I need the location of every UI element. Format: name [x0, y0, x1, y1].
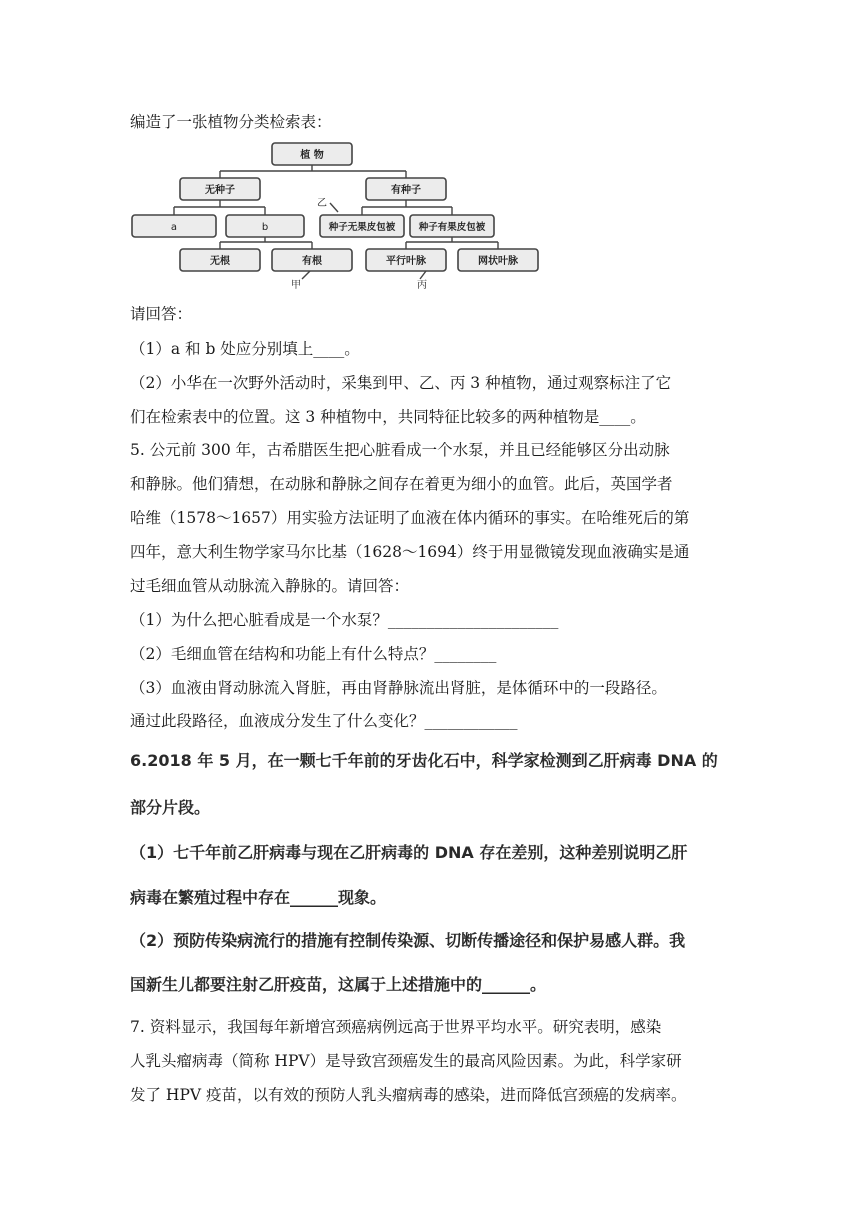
label-seed-no-peel: 种子无果皮包被	[328, 222, 396, 233]
q7-line3: 发了 HPV 疫苗，以有效的预防人乳头瘤病毒的感染，进而降低宫颈癌的发病率。	[130, 1086, 687, 1104]
label-yi: 乙	[317, 198, 327, 209]
q4-sub2-line2: 们在检索表中的位置。这 3 种植物中，共同特征比较多的两种植物是____。	[130, 408, 646, 426]
q5-sub3-line1: （3）血液由肾动脉流入肾脏，再由肾静脉流出肾脏，是体循环中的一段路径。	[130, 679, 667, 697]
q5-sub3-line2: 通过此段路径，血液成分发生了什么变化？____________	[130, 712, 518, 730]
label-a: a	[170, 222, 178, 233]
label-no-seed: 无种子	[205, 185, 235, 196]
label-root: 植 物	[300, 150, 324, 161]
q4-sub2-line1: （2）小华在一次野外活动时，采集到甲、乙、丙 3 种植物，通过观察标注了它	[130, 374, 672, 392]
q6-sub1-line1: （1）七千年前乙肝病毒与现在乙肝病毒的 DNA 存在差别，这种差别说明乙肝	[130, 843, 688, 862]
q6-line2: 部分片段。	[130, 798, 211, 817]
label-bing: 丙	[417, 280, 427, 290]
q4-sub1: （1）a 和 b 处应分别填上____。	[130, 340, 360, 358]
q4-prompt: 请回答：	[130, 305, 193, 323]
label-jia: 甲	[291, 280, 301, 290]
q7-line2: 人乳头瘤病毒（简称 HPV）是导致宫颈癌发生的最高风险因素。为此，科学家研	[130, 1052, 682, 1070]
q6-sub2-line2: 国新生儿都要注射乙肝疫苗，这属于上述措施中的______。	[130, 975, 547, 994]
intro-text: 编造了一张植物分类检索表：	[130, 113, 332, 131]
label-has-seed: 有种子	[391, 185, 421, 196]
q5-sub2: （2）毛细血管在结构和功能上有什么特点？________	[130, 645, 497, 663]
q5-line3: 哈维（1578～1657）用实验方法证明了血液在体内循环的事实。在哈维死后的第	[130, 509, 690, 527]
q6-sub2-line1: （2）预防传染病流行的措施有控制传染源、切断传播途径和保护易感人群。我	[130, 931, 686, 950]
label-b: b	[261, 222, 269, 233]
q5-sub1: （1）为什么把心脏看成是一个水泵？______________________	[130, 611, 559, 629]
q6-line1: 6.2018 年 5 月，在一颗七千年前的牙齿化石中，科学家检测到乙肝病毒 DNA 的	[130, 751, 718, 770]
label-has-root: 有根	[302, 256, 322, 267]
label-seed-peel: 种子有果皮包被	[418, 222, 486, 233]
q5-line2: 和静脉。他们猜想，在动脉和静脉之间存在着更为细小的血管。此后，英国学者	[130, 475, 673, 493]
label-no-root: 无根	[210, 256, 230, 267]
q6-sub1-line2: 病毒在繁殖过程中存在______现象。	[130, 888, 387, 907]
q7-line1: 7. 资料显示，我国每年新增宫颈癌病例远高于世界平均水平。研究表明，感染	[130, 1018, 662, 1036]
q5-line1: 5. 公元前 300 年，古希腊医生把心脏看成一个水泵，并且已经能够区分出动脉	[130, 441, 670, 459]
label-parallel-vein: 平行叶脉	[386, 256, 426, 267]
q5-line4: 四年，意大利生物学家马尔比基（1628～1694）终于用显微镜发现血液确实是通	[130, 543, 690, 561]
plant-classification-diagram	[130, 140, 540, 290]
label-net-vein: 网状叶脉	[478, 256, 518, 267]
q5-line5: 过毛细血管从动脉流入静脉的。请回答：	[130, 577, 410, 595]
